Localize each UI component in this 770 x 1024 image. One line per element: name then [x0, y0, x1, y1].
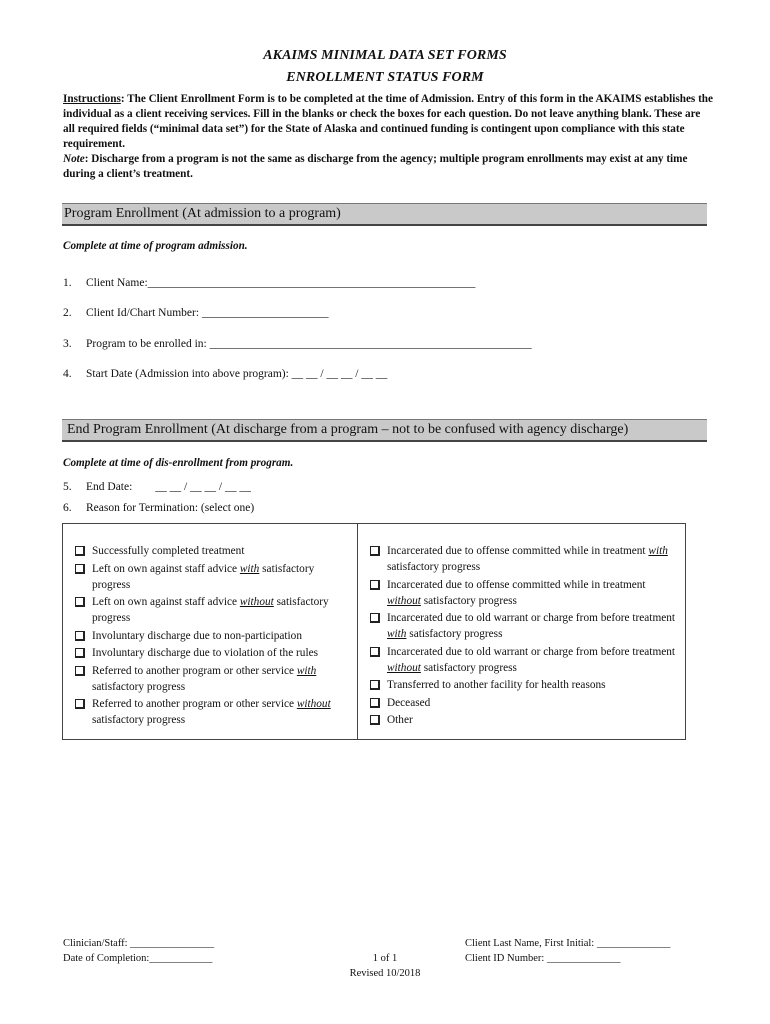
instructions: [63, 92, 713, 182]
option-incarcerated-offense-without[interactable]: Incarcerated due to offense committed while in treatment without satisfactory progress: [368, 577, 680, 609]
note-text: : Discharge from a program is not the same as discharge from the agency; multiple program enrollments may exist at any time during a client’s treatment.: [63, 153, 688, 180]
checkbox-icon[interactable]: [75, 631, 85, 641]
options-left-column: [73, 543, 353, 730]
footer-right: [465, 936, 670, 966]
termination-options-box: [62, 523, 686, 740]
page-number: 1 of 1: [372, 953, 398, 964]
completion-date-field[interactable]: Date of Completion:____________: [63, 953, 213, 964]
option-involuntary-rules[interactable]: Involuntary discharge due to violation of the rules: [73, 645, 353, 661]
checkbox-icon[interactable]: [370, 698, 380, 708]
form-subtitle: ENROLLMENT STATUS FORM: [286, 70, 484, 85]
option-incarcerated-warrant-with[interactable]: Incarcerated due to old warrant or charge from before treatment with satisfactory progress: [368, 610, 680, 642]
checkbox-icon[interactable]: [75, 564, 85, 574]
option-successfully-completed[interactable]: Successfully completed treatment: [73, 543, 353, 559]
checkbox-icon[interactable]: [370, 680, 380, 690]
column-divider: [357, 524, 358, 739]
option-incarcerated-offense-with[interactable]: Incarcerated due to offense committed while in treatment with satisfactory progress: [368, 543, 680, 575]
client-last-name-field[interactable]: Client Last Name, First Initial: ______________: [465, 938, 671, 949]
option-other[interactable]: Other: [368, 712, 680, 728]
checkbox-icon[interactable]: [75, 597, 85, 607]
checkbox-icon[interactable]: [370, 580, 380, 590]
program-enrollment-subheading: Complete at time of program admission.: [63, 240, 248, 252]
option-incarcerated-warrant-without[interactable]: Incarcerated due to old warrant or charge from before treatment without satisfactory progress: [368, 644, 680, 676]
option-referred-with[interactable]: Referred to another program or other service with satisfactory progress: [73, 663, 353, 695]
checkbox-icon[interactable]: [370, 546, 380, 556]
checkbox-icon[interactable]: [75, 699, 85, 709]
option-involuntary-nonparticipation[interactable]: Involuntary discharge due to non-participation: [73, 628, 353, 644]
option-referred-without[interactable]: Referred to another program or other service without satisfactory progress: [73, 696, 353, 728]
note-label: Note: [63, 153, 85, 165]
option-left-with[interactable]: Left on own against staff advice with satisfactory progress: [73, 561, 353, 593]
client-name-field[interactable]: 1. Client Name:_________________________________________________________: [63, 277, 476, 289]
program-enrollment-heading: Program Enrollment (At admission to a program): [62, 203, 707, 226]
form-title: AKAIMS MINIMAL DATA SET FORMS: [263, 48, 507, 63]
end-enrollment-subheading: Complete at time of dis-enrollment from program.: [63, 457, 294, 469]
revision-date: Revised 10/2018: [349, 968, 421, 979]
checkbox-icon[interactable]: [75, 648, 85, 658]
checkbox-icon[interactable]: [75, 666, 85, 676]
client-id-field[interactable]: 2. Client Id/Chart Number: ______________________: [63, 307, 329, 319]
option-left-without[interactable]: Left on own against staff advice without satisfactory progress: [73, 594, 353, 626]
end-enrollment-heading: End Program Enrollment (At discharge from a program – not to be confused with agency discharge): [62, 419, 707, 442]
checkbox-icon[interactable]: [370, 647, 380, 657]
clinician-field[interactable]: Clinician/Staff: ________________: [63, 938, 215, 949]
options-right-column: [368, 543, 680, 730]
checkbox-icon[interactable]: [370, 613, 380, 623]
program-field[interactable]: 3. Program to be enrolled in: ________________________________________________________: [63, 338, 532, 350]
checkbox-icon[interactable]: [370, 715, 380, 725]
termination-reason-label: 6. Reason for Termination: (select one): [63, 502, 255, 514]
client-id-number-field[interactable]: Client ID Number: ______________: [465, 953, 621, 964]
instructions-text: : The Client Enrollment Form is to be completed at the time of Admission. Entry of this form in the AKAIMS establishes the individual as a client receiving services. Fill in the blanks or check the boxes for each question. Do not leave anything blank. These are all required fields (“minimal data set”) for the State of Alaska and continued funding is contingent upon compliance with this state requirement.: [63, 93, 713, 150]
start-date-field[interactable]: 4. Start Date (Admission into above program): __ __ / __ __ / __ __: [63, 368, 388, 380]
option-transferred[interactable]: Transferred to another facility for health reasons: [368, 677, 680, 693]
end-date-field[interactable]: 5. End Date: __ __ / __ __ / __ __: [63, 481, 251, 493]
option-deceased[interactable]: Deceased: [368, 695, 680, 711]
instructions-label: Instructions: [63, 93, 121, 105]
checkbox-icon[interactable]: [75, 546, 85, 556]
